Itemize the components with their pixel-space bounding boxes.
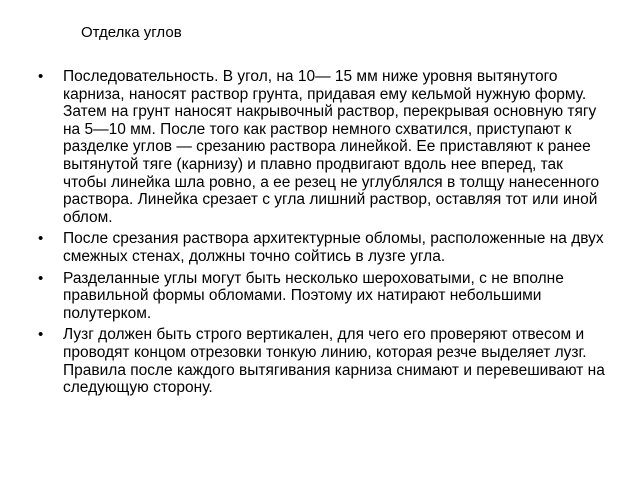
bullet-text: После срезания раствора архитектурные обломы, расположенные на двух смежных стенах, должны точно сойтись в лузге угла. bbox=[63, 230, 604, 265]
list-item bbox=[36, 230, 608, 265]
bullet-marker: • bbox=[38, 68, 44, 85]
bullet-text: Лузг должен быть строго вертикален, для чего его проверяют отвесом и проводят концом отрезовки тонкую линию, которая резче выделяет лузг. Правила после каждого вытягивания карниза снимают и перевешивают на следующую сторону. bbox=[63, 326, 605, 397]
bullet-list bbox=[36, 68, 608, 401]
slide-title: Отделка углов bbox=[81, 24, 182, 41]
list-item bbox=[36, 270, 608, 323]
bullet-marker: • bbox=[38, 230, 44, 248]
bullet-marker: • bbox=[38, 269, 44, 287]
list-item bbox=[36, 68, 608, 226]
list-item bbox=[36, 326, 608, 396]
bullet-text: Разделанные углы могут быть несколько шероховатыми, с не вполне правильной формы обломами. Поэтому их натирают небольшими полутерком. bbox=[63, 269, 564, 322]
bullet-marker: • bbox=[38, 326, 44, 344]
bullet-text: Последовательность. В угол, на 10— 15 мм ниже уровня вытянутого карниза, наносят раствор грунта, придавая ему кельмой нужную форму. Затем на грунт наносят накрывочный раствор, перекрывая основную тягу на 5—10 мм. После того как раствор немного схватился, приступают к разделке углов — срезанию раствора линейкой. Ее приставляют к ранее вытянутой тяге (карнизу) и плавно продвигают вдоль нее вперед, так чтобы линейка шла ровно, а ее резец не углублялся в толщу нанесенного раствора. Линейка срезает с угла лишний раствор, оставляя тот или иной облом. bbox=[63, 68, 600, 226]
